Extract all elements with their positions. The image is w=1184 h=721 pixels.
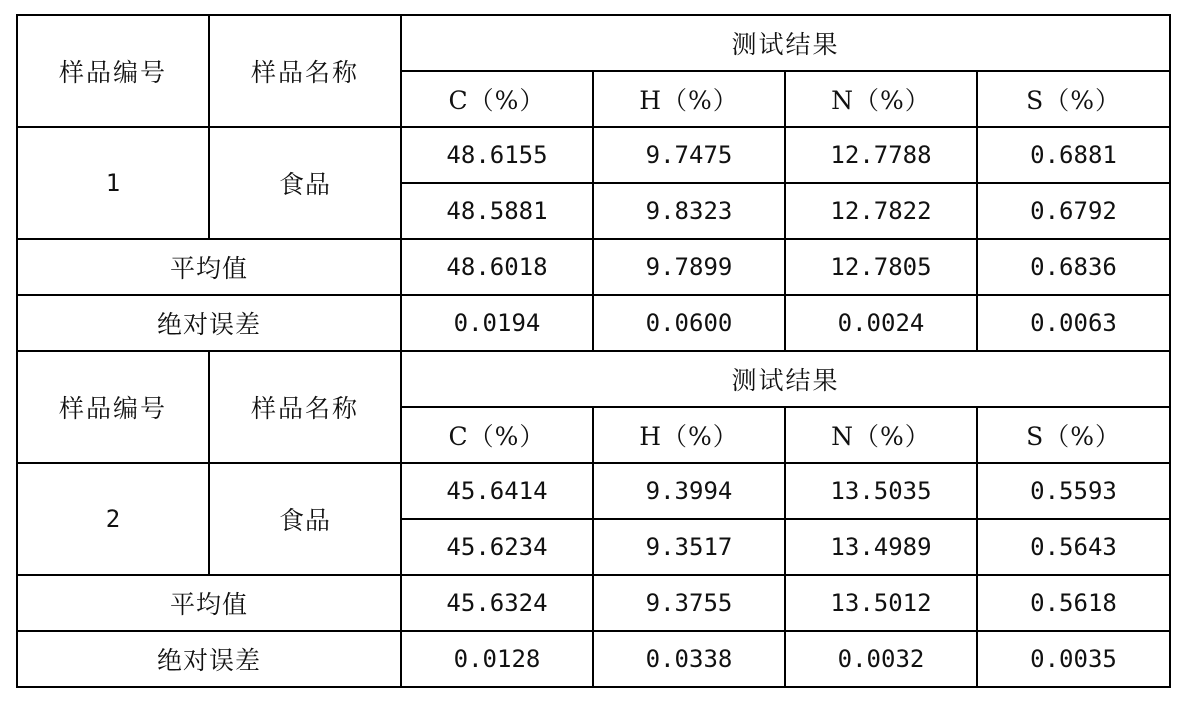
value-cell: 13.5035: [785, 463, 977, 519]
column-header-c: C（%）: [401, 71, 593, 127]
sample-no-header: 样品编号: [17, 351, 209, 463]
value-cell: 45.6414: [401, 463, 593, 519]
test-results-header: 测试结果: [401, 351, 1170, 407]
abs-error-row: [17, 295, 1170, 351]
column-header-s: S（%）: [977, 407, 1170, 463]
abs-error-value: 0.0035: [977, 631, 1170, 687]
value-cell: 9.8323: [593, 183, 785, 239]
average-value: 9.7899: [593, 239, 785, 295]
value-cell: 12.7788: [785, 127, 977, 183]
abs-error-value: 0.0600: [593, 295, 785, 351]
abs-error-value: 0.0032: [785, 631, 977, 687]
column-header-n: N（%）: [785, 71, 977, 127]
sample-no: 1: [17, 127, 209, 239]
value-cell: 0.6792: [977, 183, 1170, 239]
value-cell: 48.5881: [401, 183, 593, 239]
table-row: [17, 127, 1170, 183]
header-row: [17, 351, 1170, 407]
sample-no-header: 样品编号: [17, 15, 209, 127]
sample-name: 食品: [209, 127, 401, 239]
sample-name-header: 样品名称: [209, 351, 401, 463]
average-label: 平均值: [17, 239, 401, 295]
value-cell: 12.7822: [785, 183, 977, 239]
average-value: 45.6324: [401, 575, 593, 631]
value-cell: 0.5593: [977, 463, 1170, 519]
value-cell: 0.5643: [977, 519, 1170, 575]
average-value: 48.6018: [401, 239, 593, 295]
table-row: [17, 463, 1170, 519]
value-cell: 9.3994: [593, 463, 785, 519]
header-row: [17, 15, 1170, 71]
column-header-h: H（%）: [593, 407, 785, 463]
abs-error-label: 绝对误差: [17, 631, 401, 687]
abs-error-value: 0.0194: [401, 295, 593, 351]
value-cell: 45.6234: [401, 519, 593, 575]
column-header-n: N（%）: [785, 407, 977, 463]
average-row: [17, 575, 1170, 631]
abs-error-row: [17, 631, 1170, 687]
average-label: 平均值: [17, 575, 401, 631]
sample-name-header: 样品名称: [209, 15, 401, 127]
average-value: 9.3755: [593, 575, 785, 631]
column-header-s: S（%）: [977, 71, 1170, 127]
column-header-h: H（%）: [593, 71, 785, 127]
average-value: 13.5012: [785, 575, 977, 631]
value-cell: 0.6881: [977, 127, 1170, 183]
average-value: 0.6836: [977, 239, 1170, 295]
sample-no: 2: [17, 463, 209, 575]
abs-error-value: 0.0338: [593, 631, 785, 687]
average-row: [17, 239, 1170, 295]
abs-error-value: 0.0063: [977, 295, 1170, 351]
test-results-header: 测试结果: [401, 15, 1170, 71]
average-value: 12.7805: [785, 239, 977, 295]
abs-error-label: 绝对误差: [17, 295, 401, 351]
sample-name: 食品: [209, 463, 401, 575]
results-table: [16, 14, 1171, 688]
value-cell: 9.3517: [593, 519, 785, 575]
value-cell: 9.7475: [593, 127, 785, 183]
column-header-c: C（%）: [401, 407, 593, 463]
value-cell: 13.4989: [785, 519, 977, 575]
abs-error-value: 0.0128: [401, 631, 593, 687]
value-cell: 48.6155: [401, 127, 593, 183]
abs-error-value: 0.0024: [785, 295, 977, 351]
average-value: 0.5618: [977, 575, 1170, 631]
